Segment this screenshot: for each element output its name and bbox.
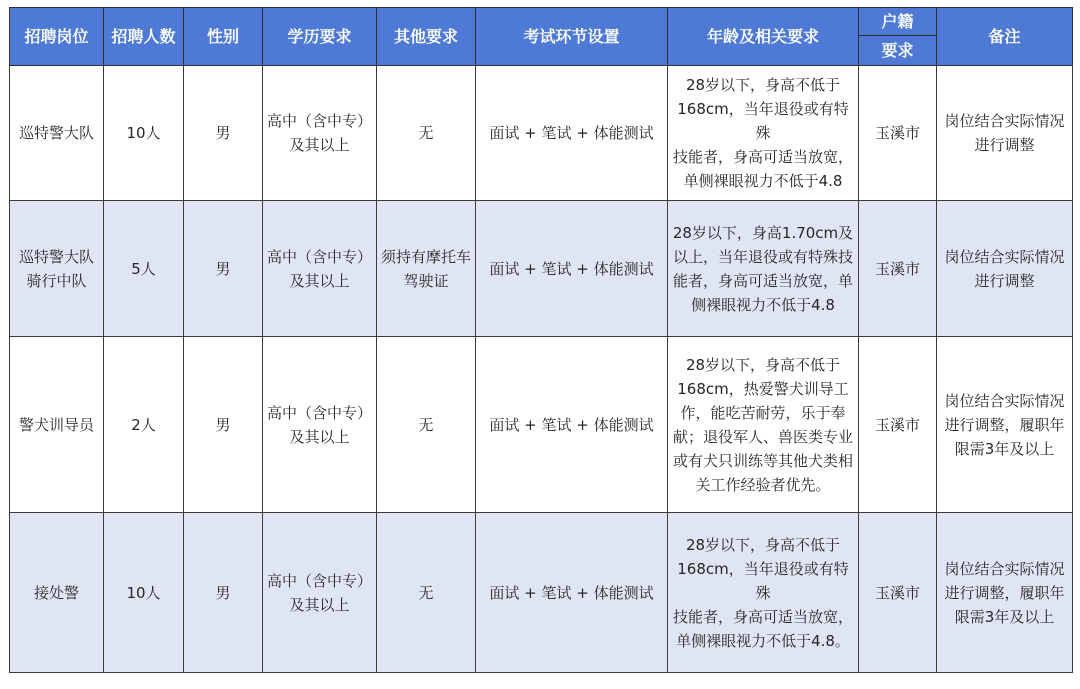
header-hukou-top: 户籍 [859, 8, 937, 36]
cell-exam: 面试 + 笔试 + 体能测试 [476, 337, 668, 513]
header-hukou-bottom: 要求 [859, 36, 937, 66]
cell-exam: 面试 + 笔试 + 体能测试 [476, 201, 668, 337]
cell-gender: 男 [184, 201, 263, 337]
cell-gender: 男 [184, 337, 263, 513]
cell-position: 巡特警大队 [10, 66, 104, 201]
recruitment-table [9, 7, 1073, 673]
header-count: 招聘人数 [104, 8, 184, 66]
header-age: 年龄及相关要求 [668, 8, 859, 66]
table-row [10, 337, 1073, 513]
header-position: 招聘岗位 [10, 8, 104, 66]
cell-count: 10人 [104, 513, 184, 673]
cell-hukou: 玉溪市 [859, 201, 937, 337]
cell-gender: 男 [184, 513, 263, 673]
header-notes: 备注 [937, 8, 1073, 66]
cell-other: 无 [377, 337, 476, 513]
cell-notes: 岗位结合实际情况 进行调整，履职年 限需3年及以上 [937, 337, 1073, 513]
cell-count: 2人 [104, 337, 184, 513]
cell-hukou: 玉溪市 [859, 66, 937, 201]
cell-education: 高中（含中专） 及其以上 [263, 201, 377, 337]
cell-education: 高中（含中专） 及其以上 [263, 66, 377, 201]
cell-age: 28岁以下，身高不低于 168cm，当年退役或有特殊 技能者，身高可适当放宽， 单侧裸眼视力不低于4.8 [668, 66, 859, 201]
cell-education: 高中（含中专） 及其以上 [263, 513, 377, 673]
cell-notes: 岗位结合实际情况 进行调整 [937, 201, 1073, 337]
cell-count: 10人 [104, 66, 184, 201]
cell-count: 5人 [104, 201, 184, 337]
cell-age: 28岁以下，身高1.70cm及 以上，当年退役或有特殊技 能者，身高可适当放宽，单 侧裸眼视力不低于4.8 [668, 201, 859, 337]
cell-exam: 面试 + 笔试 + 体能测试 [476, 66, 668, 201]
cell-hukou: 玉溪市 [859, 513, 937, 673]
cell-gender: 男 [184, 66, 263, 201]
cell-age: 28岁以下，身高不低于 168cm，热爱警犬训导工 作，能吃苦耐劳，乐于奉 献；退役军人、兽医类专业 或有犬只训练等其他犬类相 关工作经验者优先。 [668, 337, 859, 513]
cell-position: 警犬训导员 [10, 337, 104, 513]
header-education: 学历要求 [263, 8, 377, 66]
header-gender: 性别 [184, 8, 263, 66]
table-row [10, 513, 1073, 673]
cell-position: 巡特警大队 骑行中队 [10, 201, 104, 337]
cell-age: 28岁以下，身高不低于 168cm，当年退役或有特殊 技能者，身高可适当放宽， 单侧裸眼视力不低于4.8。 [668, 513, 859, 673]
header-exam: 考试环节设置 [476, 8, 668, 66]
cell-hukou: 玉溪市 [859, 337, 937, 513]
cell-education: 高中（含中专） 及其以上 [263, 337, 377, 513]
table-row [10, 201, 1073, 337]
table-row [10, 66, 1073, 201]
cell-notes: 岗位结合实际情况 进行调整，履职年 限需3年及以上 [937, 513, 1073, 673]
cell-notes: 岗位结合实际情况 进行调整 [937, 66, 1073, 201]
cell-position: 接处警 [10, 513, 104, 673]
header-row [10, 8, 1073, 36]
cell-exam: 面试 + 笔试 + 体能测试 [476, 513, 668, 673]
cell-other: 无 [377, 513, 476, 673]
cell-other: 无 [377, 66, 476, 201]
header-other: 其他要求 [377, 8, 476, 66]
cell-other: 须持有摩托车 驾驶证 [377, 201, 476, 337]
